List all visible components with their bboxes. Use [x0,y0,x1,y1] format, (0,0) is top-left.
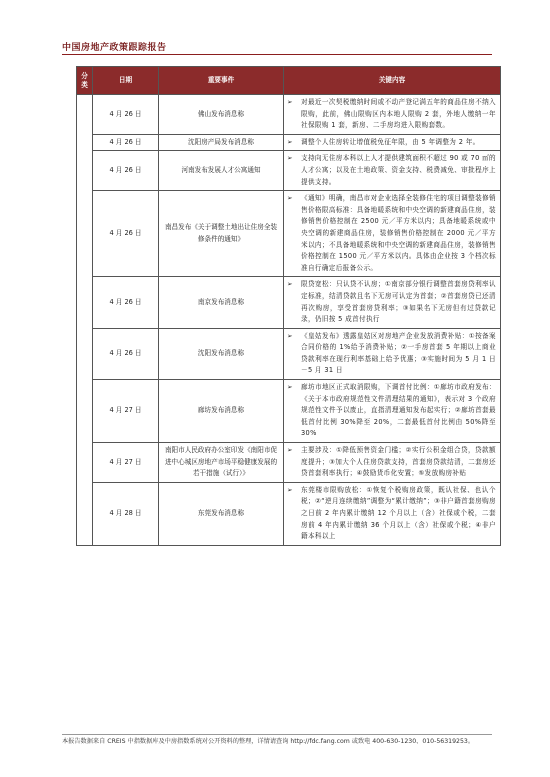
content-cell [284,134,501,151]
content-text: 支持向无住房本科以上人才提供建筑面积不超过 90 或 70 ㎡的人才公寓；以及在土地政策、资金支持、税费减免、审批程序上提供支持。 [301,154,496,186]
arrow-bullet-icon: ➢ [287,331,293,340]
arrow-bullet-icon: ➢ [287,383,293,392]
table-row [77,151,501,191]
event-cell: 南京发布消息称 [159,277,284,328]
column-header-event: 重要事件 [159,67,284,95]
date-cell: 4 月 26 日 [93,328,159,379]
table-row [77,482,501,545]
footer-source-note: 本报告数据来自 CREIS 中指数据库及中房指数系统对公开资料的整理，详情请查询 http://fdc.fang.com 或致电 400-630-1230、010-56319253。 [62,738,475,745]
content-bullet [287,331,496,377]
content-cell [284,95,501,135]
content-cell [284,443,501,483]
table-row [77,380,501,443]
footer-divider [62,734,492,735]
content-text: 主要涉及：①降低预售资金门槛；②实行公积金组合贷，贷款额度提升；③加大个人住房贷款支持，首套房贷款结清，二套房还贷首套利率执行；④鼓励货币化安置；⑤发放购房补贴 [301,446,496,478]
date-cell: 4 月 26 日 [93,151,159,191]
date-cell: 4 月 26 日 [93,277,159,328]
event-cell: 沈阳房产局发布消息称 [159,134,284,151]
content-bullet [287,382,496,440]
category-cell [77,95,93,546]
date-cell: 4 月 26 日 [93,191,159,277]
event-cell: 南昌发布《关于调整土地出让住房全装修条件的通知》 [159,191,284,277]
content-text: 《通知》明确，南昌市对企业选择全装修住宅的项目调整装修销售价格限高标准：具备地暖系统和中央空调的新建商品住房，装修销售价格控制在 2500 元／平方米以内；具备地暖系统或中央空调的新建商品住房，装修销售价格控制在 2000 元／平方米以内；不具备地暖系统和中央空调的新建商品住房，装修销售价格控制在 1500 元／平方米以内。具体由企业按 3 个档次标准自行确定后报备公示。 [301,194,496,272]
arrow-bullet-icon: ➢ [287,137,293,146]
arrow-bullet-icon: ➢ [287,446,293,455]
column-header-date: 日期 [93,67,159,95]
date-cell: 4 月 26 日 [93,134,159,151]
event-cell: 廊坊发布消息称 [159,380,284,443]
content-bullet [287,153,496,188]
policy-table-wrapper [76,66,500,546]
date-cell: 4 月 27 日 [93,380,159,443]
content-bullet [287,279,496,325]
arrow-bullet-icon: ➢ [287,485,293,494]
event-cell: 佛山发布消息称 [159,95,284,135]
table-row [77,191,501,277]
content-bullet [287,137,496,149]
content-cell [284,482,501,545]
content-text: 限贷宽松：只认贷不认房；①南京部分银行调整首套房贷利率认定标准，结清贷款且名下无房可认定为首套；②首套房贷已还清再次购房，享受首套房贷利率；③如果名下无房但有过贷款记录，仍旧按 5 成首付执行 [301,280,496,324]
column-header-content: 关键内容 [284,67,501,95]
date-cell: 4 月 27 日 [93,443,159,483]
content-bullet [287,485,496,543]
content-bullet [287,193,496,274]
arrow-bullet-icon: ➢ [287,194,293,203]
event-cell: 南阳市人民政府办公室印发《南阳市促进中心城区房地产市场平稳健康发展的若干措施（试行）》 [159,443,284,483]
content-bullet [287,445,496,480]
table-row [77,328,501,379]
content-cell [284,328,501,379]
header-divider [62,54,492,55]
content-text: 《皇姑发布》透露皇姑区对房地产企业发放消费补贴：①按备案合同价格的 1%给予消费补贴；②一手房首套 5 年期以上商业贷款利率在现行利率基础上给予优惠；③实施时间为 5 月 1 日－5 月 31 日 [301,331,496,375]
column-header-category: 分类 [77,67,93,95]
event-cell: 东莞发布消息称 [159,482,284,545]
content-text: 廊坊市地区正式取消限购，下调首付比例：①廊坊市政府发布：《关于本市政府规范性文件清理结果的通知》，表示对 3 个政府规范性文件予以废止，直指清理通知发布起实行；②廊坊首套最低首付比例 30%降至 20%，二套最低首付比例由 50%降至 30% [301,383,496,438]
arrow-bullet-icon: ➢ [287,154,293,163]
event-cell: 沈阳发布消息称 [159,328,284,379]
table-header-row [77,67,501,95]
arrow-bullet-icon: ➢ [287,98,293,106]
policy-table [76,66,501,546]
report-header-title: 中国房地产政策跟踪报告 [62,43,167,53]
date-cell: 4 月 28 日 [93,482,159,545]
table-row [77,443,501,483]
content-text: 对最近一次契税缴纳时间或不动产登记满五年的商品住房不纳入限购，此前，佛山限购区内本地人限购 2 套，外地人缴纳一年社保限购 1 套，新房、二手房均进入限购套数。 [301,98,496,130]
event-cell: 河南发布发展人才公寓通知 [159,151,284,191]
content-text: 调整个人住房转让增值税免征年限，由 5 年调整为 2 年。 [301,137,480,146]
content-cell [284,191,501,277]
content-cell [284,151,501,191]
content-text: 东莞楼市限购放松：①恢复个税购房政策，既认社保、也认个税；②“逆月连续缴纳”调整为“累计缴纳”；③非户籍首套房购房之日前 2 年内累计缴纳 12 个月以上（含）社保或个税，二套房前 4 年内累计缴纳 36 个月以上（含）社保或个税；④非户籍本科以上 [301,485,496,541]
table-row [77,95,501,135]
content-bullet [287,97,496,132]
table-row [77,134,501,151]
arrow-bullet-icon: ➢ [287,280,293,289]
table-row [77,277,501,328]
date-cell: 4 月 26 日 [93,95,159,135]
content-cell [284,277,501,328]
table-body [77,95,501,546]
content-cell [284,380,501,443]
